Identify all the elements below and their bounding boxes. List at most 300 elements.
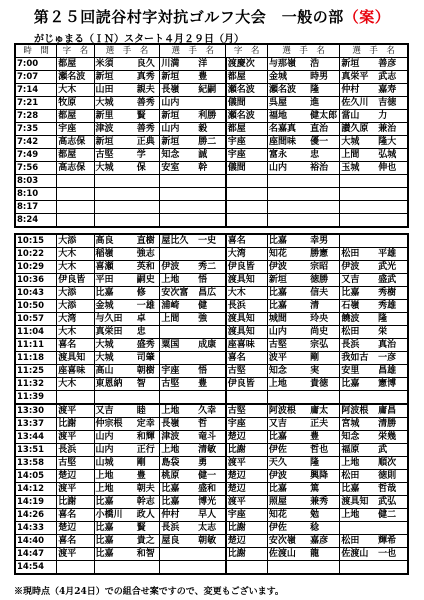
player-given: 兼秀 [309,496,340,509]
player-surname: 新垣 [340,58,377,71]
player-given [197,548,226,561]
player-given [309,214,340,228]
player-given: 賢 [136,110,160,123]
player-surname: 金城 [94,300,136,313]
player-given: 興降 [309,470,340,483]
player-given: 成康 [197,339,226,352]
district: 宇座 [226,418,268,431]
player-given: 善彦 [377,58,408,71]
player-surname: 佐渡山 [340,548,377,561]
player-surname: 古堅 [94,149,136,162]
district: 楚辺 [226,470,268,483]
district: 瀬名波 [57,71,94,84]
tee-time: 8:24 [15,214,57,228]
player-surname: 高良 [94,234,136,248]
tee-time: 7:49 [15,149,57,162]
district: 古堅 [226,404,268,418]
player-given [377,214,408,228]
player-surname: 比嘉 [160,483,197,496]
player-given: 良久 [136,58,160,71]
district: 比謝 [226,548,268,561]
district [57,391,94,405]
player-given: 龍 [309,548,340,561]
player-surname: 桃原 [160,470,197,483]
player-surname: 与那嶺 [267,58,309,71]
player-surname: 新垣 [267,274,309,287]
player-given: 勝憲 [309,248,340,261]
table-row [15,522,408,535]
district: 比謝 [226,444,268,457]
player-given [197,201,226,214]
player-given: 清 [309,300,340,313]
player-surname: 山内 [160,123,197,136]
district: 比謝 [57,418,94,431]
tee-time: 10:50 [15,300,57,313]
player-surname: 伊波 [267,470,309,483]
player-surname: 宇座 [160,365,197,378]
player-surname: 津波 [160,431,197,444]
header-player: 選 手 名 [160,44,226,58]
table-row [15,261,408,274]
tee-time: 14:47 [15,548,57,561]
player-given: 悟 [197,274,226,287]
player-surname [340,175,377,188]
table-row [15,457,408,470]
header-player: 選 手 名 [94,44,160,58]
player-surname: 大城 [94,352,136,365]
player-surname: 福原 [340,444,377,457]
player-given: 定幸 [136,418,160,431]
player-given [197,561,226,575]
district: 儀間 [226,162,268,175]
player-given: 弘城 [377,149,408,162]
player-surname [160,391,197,405]
district: 高志保 [57,136,94,149]
player-surname [94,175,136,188]
player-given: 正行 [136,444,160,457]
player-surname [160,214,197,228]
player-surname: 比嘉 [267,431,309,444]
footer-note: ※現時点（4月24日）での組合せ案ですので、変更もございます。 [14,587,284,597]
player-given: 力 [377,110,408,123]
player-given: 修 [136,287,160,300]
table-row [15,561,408,575]
player-given: 進 [309,97,340,110]
district [226,214,268,228]
district: 大湾 [226,248,268,261]
player-given [197,175,226,188]
player-surname: 比嘉 [94,548,136,561]
district: 儀間 [226,97,268,110]
player-given: 秀二 [197,261,226,274]
player-given: 善秀 [136,97,160,110]
player-surname: 稲嶺 [94,248,136,261]
player-given [309,188,340,201]
player-given: 正夫 [309,418,340,431]
district: 長浜 [226,300,268,313]
player-given: 盛秀 [136,339,160,352]
player-given: 嘉寿 [377,84,408,97]
player-surname: 渡具知 [340,496,377,509]
player-surname: 米須 [94,58,136,71]
player-surname: 長嶺 [160,418,197,431]
district [226,561,268,575]
player-surname: 我如古 [340,352,377,365]
district: 渡平 [57,404,94,418]
tee-time: 13:30 [15,404,57,418]
player-given: 哲哉 [377,483,408,496]
player-given: 卓 [136,313,160,326]
player-surname: 長浜 [160,522,197,535]
player-given: 利勝 [197,110,226,123]
tee-time: 7:14 [15,84,57,97]
player-surname: 真栄田 [94,326,136,339]
player-surname: 石嶺 [340,300,377,313]
tee-time: 7:42 [15,136,57,149]
player-given [309,561,340,575]
player-surname: 佐渡山 [267,548,309,561]
player-surname: 比嘉 [160,496,197,509]
table-row [15,149,408,162]
player-given: 徳則 [377,470,408,483]
player-surname [267,214,309,228]
player-surname: 當山 [340,110,377,123]
player-given: 実 [309,365,340,378]
table-row [15,496,408,509]
player-surname: 小橋川 [94,509,136,522]
player-surname: 瀬名波 [267,84,309,97]
player-surname: 座間味 [267,136,309,149]
player-given: 幹志 [136,496,160,509]
player-surname [267,201,309,214]
table-row [15,378,408,391]
player-surname: 浦崎 [160,300,197,313]
player-surname: 島袋 [160,457,197,470]
player-surname: 上間 [160,313,197,326]
player-surname: 高山 [94,365,136,378]
player-given: 朝樹 [136,365,160,378]
player-given [197,326,226,339]
table-body [15,58,408,228]
player-surname: 仲村 [160,509,197,522]
player-given [136,214,160,228]
district: 座喜味 [57,365,94,378]
player-given: 竜斗 [197,431,226,444]
player-surname: 松田 [340,535,377,548]
player-given: 勇 [197,457,226,470]
player-given: 豊 [136,470,160,483]
tee-time: 13:44 [15,431,57,444]
table-row [15,136,408,149]
player-given: 兼治 [377,123,408,136]
player-surname [160,326,197,339]
table-row [15,274,408,287]
player-given: 賢 [136,522,160,535]
player-surname: 又吉 [94,404,136,418]
player-given: 正典 [136,136,160,149]
player-surname: 大城 [94,162,136,175]
player-surname: 古堅 [267,339,309,352]
player-surname: 比嘉 [94,535,136,548]
district: 渡平 [57,548,94,561]
player-given: 宗弘 [309,339,340,352]
player-surname: 比嘉 [94,287,136,300]
district: 楚辺 [226,483,268,496]
district: 渡平 [226,457,268,470]
player-surname: 富永 [267,149,309,162]
player-given: 嗣史 [136,274,160,287]
player-surname: 名嘉真 [267,123,309,136]
district [57,201,94,214]
table-row [15,97,408,110]
player-given: 裕治 [309,162,340,175]
player-given: 憲博 [377,378,408,391]
player-given: 盛和 [197,483,226,496]
player-surname: 上地 [340,509,377,522]
district: 喜名 [57,535,94,548]
schedule-table-midday [14,233,409,405]
player-given: 昌広 [197,287,226,300]
district: 大木 [57,84,94,97]
player-given [136,201,160,214]
player-given [197,97,226,110]
player-surname: 与久田 [94,313,136,326]
player-surname [94,201,136,214]
player-given [197,188,226,201]
tee-time: 7:28 [15,110,57,123]
player-surname [94,561,136,575]
district: 喜名 [57,509,94,522]
table-row [15,201,408,214]
player-surname: 伊波 [340,261,377,274]
tee-time: 10:15 [15,234,57,248]
player-surname: 新垣 [160,71,197,84]
district: 喜名 [226,234,268,248]
header-player: 選 手 名 [267,44,339,58]
player-given: 真秀 [136,71,160,84]
player-given: 剛 [136,457,160,470]
table-row [15,339,408,352]
player-given: 武志 [377,71,408,84]
player-surname [160,175,197,188]
district: 比謝 [57,496,94,509]
player-given: 直治 [309,123,340,136]
district [226,175,268,188]
district: 渡平 [57,431,94,444]
player-surname: 山城 [94,457,136,470]
player-surname: 伊波 [160,261,197,274]
player-given: 清勝 [377,418,408,431]
tee-time: 11:25 [15,365,57,378]
player-given [136,188,160,201]
district [226,201,268,214]
tee-time: 14:19 [15,496,57,509]
player-surname: 上地 [160,444,197,457]
player-given: 司肇 [136,352,160,365]
table-row [15,418,408,431]
player-surname: 新垣 [160,136,197,149]
district: 宇座 [226,149,268,162]
player-surname: 長嶺 [160,84,197,97]
player-surname: 屋良 [160,535,197,548]
player-surname [340,214,377,228]
player-surname [340,391,377,405]
document-title [0,6,424,27]
player-surname: 比嘉 [94,496,136,509]
tee-time: 14:33 [15,522,57,535]
table-row [15,300,408,313]
tee-time: 7:56 [15,162,57,175]
player-given: 太志 [197,522,226,535]
tee-time: 11:18 [15,352,57,365]
player-given: 親夫 [136,84,160,97]
player-given: 庸昌 [377,404,408,418]
player-given: 悟 [197,365,226,378]
player-surname: 仲宗根 [94,418,136,431]
table-row [15,391,408,405]
player-surname: 知念 [340,431,377,444]
tee-time: 11:04 [15,326,57,339]
player-surname: 比嘉 [267,234,309,248]
district: 伊良皆 [226,378,268,391]
player-surname: 大城 [340,136,377,149]
player-surname: 又吉 [267,418,309,431]
player-given: 順次 [377,457,408,470]
player-surname: 比嘉 [94,522,136,535]
player-given: 哲也 [309,444,340,457]
player-given: 隆大 [377,136,408,149]
player-surname [160,248,197,261]
table-row [15,84,408,97]
district [226,391,268,405]
player-surname [340,234,377,248]
player-given [377,234,408,248]
district: 大木 [57,261,94,274]
player-given: 輝希 [377,535,408,548]
player-surname: 平田 [94,274,136,287]
schedule-table-afternoon [14,403,409,575]
player-given: 幹 [197,162,226,175]
player-given: 吉徳 [377,97,408,110]
player-given: 早人 [197,509,226,522]
player-surname: 新里 [94,110,136,123]
district: 大木 [57,248,94,261]
player-surname: 佐久川 [340,97,377,110]
player-surname [267,175,309,188]
player-surname: 新垣 [160,110,197,123]
player-surname: 天久 [267,457,309,470]
player-given: 隆 [309,84,340,97]
header-player: 選 手 名 [340,44,408,58]
player-given: 勉 [309,509,340,522]
tee-time: 7:35 [15,123,57,136]
header-district: 字 名 [226,44,268,58]
district: 宇座 [57,123,94,136]
district: 渡平 [57,483,94,496]
player-surname: 上地 [267,378,309,391]
table-row [15,175,408,188]
tee-time: 8:03 [15,175,57,188]
table-row [15,509,408,522]
district: 都屋 [226,71,268,84]
player-given [377,188,408,201]
player-given: 信夫 [309,287,340,300]
player-given: 洋 [197,58,226,71]
player-surname [94,188,136,201]
player-given: 誠 [197,149,226,162]
district: 都屋 [57,110,94,123]
player-surname [94,391,136,405]
player-surname: 知花 [267,509,309,522]
district: 都屋 [226,123,268,136]
tee-time: 10:22 [15,248,57,261]
player-given: 一也 [377,548,408,561]
player-surname: 東恩納 [94,378,136,391]
schedule-table-morning [14,43,409,228]
player-given: 強志 [136,248,160,261]
player-surname: 松田 [340,326,377,339]
player-given: 隆 [309,457,340,470]
player-given: 智 [136,378,160,391]
district: 古堅 [57,457,94,470]
player-surname: 阿波根 [340,404,377,418]
player-given: 豊 [197,71,226,84]
district: 喜名 [57,339,94,352]
table-row [15,313,408,326]
tee-time: 14:40 [15,535,57,548]
player-given: 剛 [309,352,340,365]
district: 高志保 [57,162,94,175]
player-given: 秀樹 [377,287,408,300]
player-given: 徳勝 [309,274,340,287]
title-draft-mark: （案） [343,8,391,26]
player-given: 朝夫 [136,483,160,496]
player-surname: 比嘉 [267,287,309,300]
district: 都屋 [57,58,94,71]
tee-time: 13:58 [15,457,57,470]
player-surname: 城間 [267,313,309,326]
player-surname [340,188,377,201]
district: 渡平 [226,496,268,509]
player-given: 貴徳 [309,378,340,391]
player-surname [267,188,309,201]
district: 大添 [57,287,94,300]
tee-time: 11:39 [15,391,57,405]
tee-time: 10:43 [15,287,57,300]
player-surname: 比嘉 [267,483,309,496]
player-surname: 比嘉 [340,378,377,391]
player-surname: 知念 [160,149,197,162]
player-given: 哲 [197,418,226,431]
table-row [15,214,408,228]
district: 楚辺 [57,470,94,483]
tee-time: 14:26 [15,509,57,522]
district [57,188,94,201]
table-row [15,110,408,123]
player-surname: 上間 [340,149,377,162]
player-given [377,175,408,188]
player-given: 直樹 [136,234,160,248]
tee-time: 7:00 [15,58,57,71]
player-given: 朝敏 [197,535,226,548]
player-surname: 松田 [340,248,377,261]
table-row [15,444,408,457]
player-surname: 粟国 [160,339,197,352]
player-given: 武弘 [377,496,408,509]
player-given: 盛武 [377,274,408,287]
player-given: 英和 [136,261,160,274]
table-row [15,326,408,339]
